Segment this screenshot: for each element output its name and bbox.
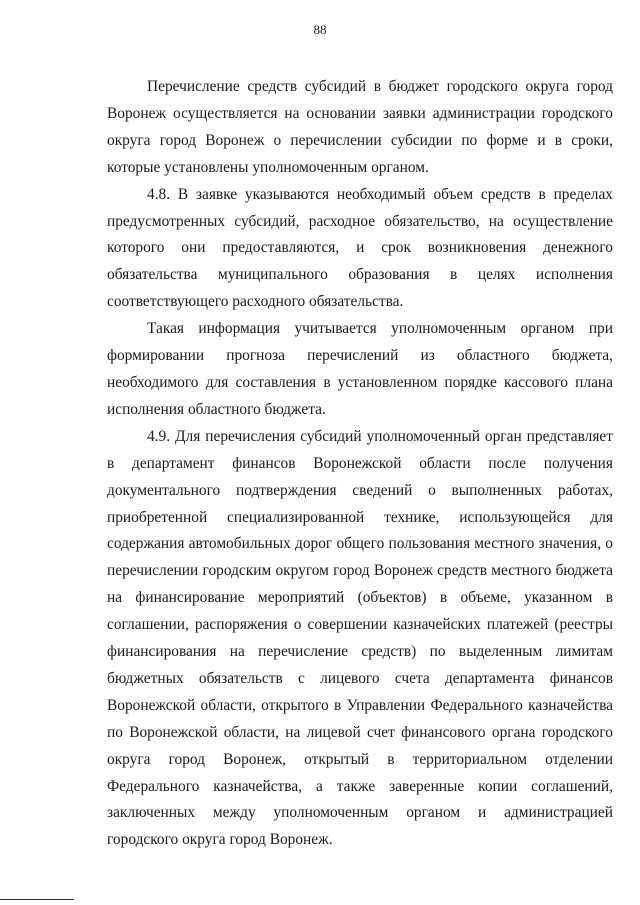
page-number: 88 — [313, 22, 327, 37]
document-body — [107, 74, 613, 854]
paragraph-4-8-application: 4.8. В заявке указываются необходимый объем средств в пределах предусмотренных субсидий, расходное обязательство, на осуществление которого они предоставляются, и срок возникновения денежного обязательства муниципального образования в целях исполнения соответствующего расходного обязательства. — [107, 185, 613, 311]
paragraph-forecast-info: Такая информация учитывается уполномоченным органом при формировании прогноза перечислений из областного бюджета, необходимого для составления в установленном порядке кассового плана исполнения областного бюджета. — [107, 320, 613, 418]
paragraph-transfer-basis: Перечисление средств субсидий в бюджет городского округа город Воронеж осуществляется на основании заявки администрации городского округа город Воронеж о перечислении субсидии по форме и в сроки, которые установлены уполномоченным органом. — [107, 78, 613, 176]
paragraph-4-9-transfer-procedure: 4.9. Для перечисления субсидий уполномоченный орган представляет в департамент финансов Воронежской области после получения документального подтверждения сведений о выполненных работах, приобретенной специализированной технике, использующейся для содержания автомобильных дорог общего пользования местного значения, о перечислении городским округом город Воронеж средств местного бюджета на финансирование мероприятий (объектов) в объеме, указанном в соглашении, распоряжения о совершении казначейских платежей (реестры финансирования на перечисление средств) по выделенным лимитам бюджетных обязательств с лицевого счета департамента финансов Воронежской области, открытого в Управлении Федерального казначейства по Воронежской области, на лицевой счет финансового органа городского округа город Воронеж, открытый в территориальном отделении Федерального казначейства, а также заверенные копии соглашений, заключенных между уполномоченным органом и администрацией городского округа город Воронеж. — [107, 427, 613, 849]
footnote-divider — [0, 899, 74, 900]
